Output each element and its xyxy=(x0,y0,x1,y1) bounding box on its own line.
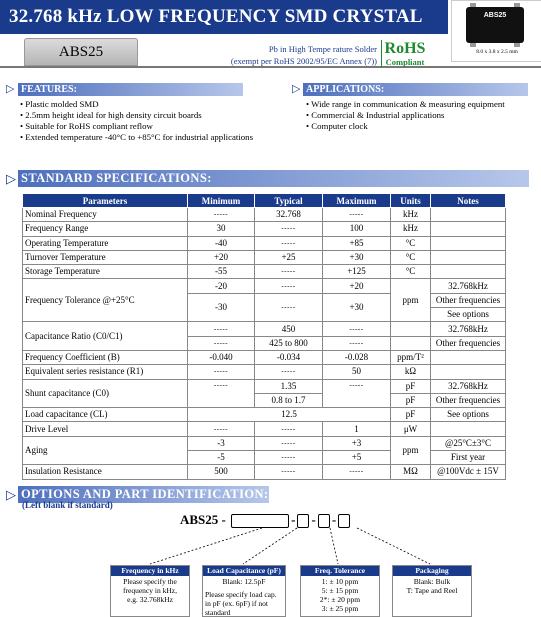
option-box-packaging xyxy=(392,565,472,617)
table-cell: +20 xyxy=(323,279,391,293)
column-header: Notes xyxy=(431,194,506,208)
table-cell: ----- xyxy=(188,336,255,350)
table-cell: -40 xyxy=(188,236,255,250)
chip-marking: ABS25 xyxy=(483,12,507,19)
table-cell: 450 xyxy=(255,322,323,336)
option-box-load-capacitance xyxy=(202,565,286,617)
table-cell: -55 xyxy=(188,265,255,279)
table-cell: μW xyxy=(391,422,431,436)
table-cell: ----- xyxy=(255,279,323,293)
table-cell: ----- xyxy=(188,208,255,222)
option-box-body xyxy=(301,576,379,614)
table-cell: +25 xyxy=(255,250,323,264)
table-cell: 32.768kHz xyxy=(431,322,506,336)
table-cell: ----- xyxy=(255,436,323,450)
connector-line xyxy=(243,528,297,564)
option-box-title: Freq. Tolerance xyxy=(301,566,379,576)
column-header: Minimum xyxy=(188,194,255,208)
table-cell: °C xyxy=(391,265,431,279)
table-cell: +20 xyxy=(188,250,255,264)
table-cell: 12.5 xyxy=(188,408,391,422)
table-cell: See options xyxy=(431,408,506,422)
option-line: Please specify load cap. xyxy=(205,590,277,599)
table-cell: °C xyxy=(391,236,431,250)
table-cell: °C xyxy=(391,250,431,264)
table-cell: ----- xyxy=(255,265,323,279)
table-cell: ----- xyxy=(188,379,255,408)
table-cell: Other frequencies xyxy=(431,393,506,407)
option-line: 5: ± 15 ppm xyxy=(321,586,359,595)
table-cell: See options xyxy=(431,308,506,322)
table-cell: kHz xyxy=(391,222,431,236)
table-cell: ----- xyxy=(255,365,323,379)
option-line: 2*: ± 20 ppm xyxy=(319,595,361,604)
page-title: 32.768 kHz LOW FREQUENCY SMD CRYSTAL xyxy=(9,6,423,27)
rohs-title: RoHS xyxy=(384,40,426,57)
table-cell: ----- xyxy=(255,465,323,479)
column-header: Typical xyxy=(255,194,323,208)
table-cell: 30 xyxy=(188,222,255,236)
table-cell: ----- xyxy=(188,422,255,436)
table-cell: 50 xyxy=(323,365,391,379)
table-cell: Other frequencies xyxy=(431,336,506,350)
table-cell: 100 xyxy=(323,222,391,236)
table-cell: ----- xyxy=(323,322,391,336)
part-number-prefix: ABS25 - xyxy=(180,512,226,527)
option-box-frequency xyxy=(110,565,190,617)
table-cell: kHz xyxy=(391,208,431,222)
column-header: Maximum xyxy=(323,194,391,208)
table-cell: +30 xyxy=(323,293,391,322)
table-cell: +5 xyxy=(323,451,391,465)
option-box-body xyxy=(111,576,189,605)
table-cell: pF xyxy=(391,408,431,422)
table-cell: ----- xyxy=(188,365,255,379)
table-cell: ----- xyxy=(323,336,391,350)
table-cell: @100Vdc ± 15V xyxy=(431,465,506,479)
table-cell: ----- xyxy=(323,208,391,222)
list-item: • Computer clock xyxy=(306,121,536,132)
table-cell: ----- xyxy=(255,222,323,236)
table-cell: -30 xyxy=(188,293,255,322)
table-cell: -0.040 xyxy=(188,350,255,364)
table-cell: ----- xyxy=(323,379,391,408)
table-cell: 1.35 xyxy=(255,379,323,393)
table-cell: +125 xyxy=(323,265,391,279)
option-box-title: Load Capacitance (pF) xyxy=(203,566,285,576)
table-cell: kΩ xyxy=(391,365,431,379)
section-arrow-icon: ▷ xyxy=(6,171,16,186)
option-box-body xyxy=(203,576,285,617)
spec-heading: STANDARD SPECIFICATIONS: xyxy=(18,170,529,187)
param-cell: Frequency Tolerance @+25°C xyxy=(23,279,188,322)
table-cell: 425 to 800 xyxy=(255,336,323,350)
table-cell: ----- xyxy=(255,293,323,322)
table-cell: +85 xyxy=(323,236,391,250)
option-line: Please specify the xyxy=(123,577,177,586)
section-arrow-icon: ▷ xyxy=(6,83,15,95)
table-cell: pF xyxy=(391,393,431,407)
option-line: e.g. 32.768kHz xyxy=(127,595,173,604)
connector-line xyxy=(150,528,262,564)
column-header: Units xyxy=(391,194,431,208)
options-heading: OPTIONS AND PART IDENTIFICATION: xyxy=(18,486,269,503)
pb-note-line-1: Pb in High Tempe rature Solder xyxy=(268,44,377,54)
param-cell: Storage Temperature xyxy=(23,265,188,279)
table-cell: -0.028 xyxy=(323,350,391,364)
pb-note-line-2: (exempt per RoHS 2002/95/EC Annex (7)) xyxy=(230,56,377,66)
list-item: • Extended temperature -40°C to +85°C for industrial applications xyxy=(20,132,290,143)
option-line: T: Tape and Reel xyxy=(406,586,458,595)
param-cell: Insulation Resistance xyxy=(23,465,188,479)
rohs-subtitle: Compliant xyxy=(385,57,425,67)
list-item: • Suitable for RoHS compliant reflow xyxy=(20,121,290,132)
table-cell: First year xyxy=(431,451,506,465)
table-cell: -20 xyxy=(188,279,255,293)
table-cell: ppm/T² xyxy=(391,350,431,364)
param-cell: Frequency Coefficient (B) xyxy=(23,350,188,364)
table-cell: +30 xyxy=(323,250,391,264)
option-line: Blank: Bulk xyxy=(413,577,451,586)
option-line: Blank: 12.5pF xyxy=(222,577,266,586)
table-cell: 1 xyxy=(323,422,391,436)
param-cell: Operating Temperature xyxy=(23,236,188,250)
param-cell: Turnover Temperature xyxy=(23,250,188,264)
table-cell: -0.034 xyxy=(255,350,323,364)
connector-line xyxy=(357,528,430,564)
table-cell: ----- xyxy=(255,236,323,250)
table-cell: ----- xyxy=(188,322,255,336)
table-cell: ----- xyxy=(323,465,391,479)
option-line: frequency in kHz, xyxy=(123,586,177,595)
table-cell: ----- xyxy=(255,451,323,465)
part-number-tab: ABS25 xyxy=(24,38,138,66)
column-header: Parameters xyxy=(23,194,188,208)
table-cell: MΩ xyxy=(391,465,431,479)
table-cell: ----- xyxy=(255,422,323,436)
table-cell: Other frequencies xyxy=(431,293,506,307)
param-cell: Aging xyxy=(23,436,188,465)
connector-line xyxy=(330,528,338,564)
list-item: • 2.5mm height ideal for high density circuit boards xyxy=(20,110,290,121)
param-cell: Nominal Frequency xyxy=(23,208,188,222)
table-cell: ppm xyxy=(391,436,431,465)
table-cell: @25°C±3°C xyxy=(431,436,506,450)
section-arrow-icon: ▷ xyxy=(292,83,301,95)
part-number-builder: ABS25 - - - - xyxy=(180,512,352,528)
applications-heading: APPLICATIONS: xyxy=(303,83,528,96)
option-box-title: Frequency in kHz xyxy=(111,566,189,576)
option-box-tolerance xyxy=(300,565,380,617)
table-cell: +3 xyxy=(323,436,391,450)
table-cell: pF xyxy=(391,379,431,393)
table-cell: 32.768kHz xyxy=(431,379,506,393)
list-item: • Commercial & Industrial applications xyxy=(306,110,536,121)
features-heading: FEATURES: xyxy=(18,83,243,96)
option-line: standard xyxy=(205,608,231,617)
table-cell: 0.8 to 1.7 xyxy=(255,393,323,407)
table-cell: 32.768kHz xyxy=(431,279,506,293)
options-subtitle: (Left blank if standard) xyxy=(22,500,113,510)
table-cell: -3 xyxy=(188,436,255,450)
table-cell: 32.768 xyxy=(255,208,323,222)
table-cell: ppm xyxy=(391,279,431,322)
section-arrow-icon: ▷ xyxy=(6,487,16,502)
option-line: in pF (ex. 6pF) if not xyxy=(205,599,268,608)
param-cell: Frequency Range xyxy=(23,222,188,236)
param-cell: Equivalent series resistance (R1) xyxy=(23,365,188,379)
chip-dimensions: 8.0 x 3.8 x 2.5 mm xyxy=(476,49,518,55)
option-box-title: Packaging xyxy=(393,566,471,576)
param-cell: Drive Level xyxy=(23,422,188,436)
table-cell: -5 xyxy=(188,451,255,465)
list-item: • Plastic molded SMD xyxy=(20,99,290,110)
list-item: • Wide range in communication & measuring equipment xyxy=(306,99,536,110)
option-line: 1: ± 10 ppm xyxy=(321,577,359,586)
option-box-body xyxy=(393,576,471,596)
option-line: 3: ± 25 ppm xyxy=(321,604,359,613)
param-cell: Shunt capacitance (C0) xyxy=(23,379,188,408)
param-cell: Load capacitance (CL) xyxy=(23,408,188,422)
param-cell: Capacitance Ratio (C0/C1) xyxy=(23,322,188,351)
table-cell: 500 xyxy=(188,465,255,479)
